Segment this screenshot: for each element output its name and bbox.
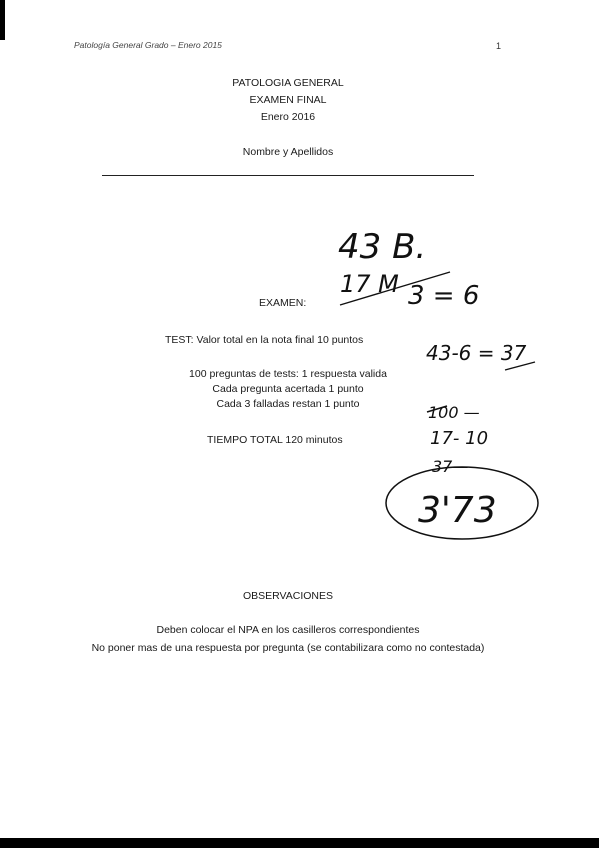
name-field-line — [102, 175, 474, 176]
exam-title: EXAMEN FINAL — [249, 94, 327, 106]
hw-circle — [386, 467, 538, 539]
exam-date: Enero 2016 — [260, 111, 316, 123]
observation-line — [0, 640, 576, 656]
scan-border — [0, 838, 599, 848]
page-number: 1 — [496, 41, 502, 51]
hw-crossed: 100 — — [428, 403, 480, 422]
total-time: TIEMPO TOTAL 120 minutos — [207, 434, 343, 446]
hw-calc: 43-6 = 37 — [426, 341, 527, 365]
name-label: Nombre y Apellidos — [242, 146, 334, 158]
hw-slash — [340, 272, 450, 305]
observations-heading: OBSERVACIONES — [242, 590, 334, 602]
hw-partial: 37— — [432, 457, 469, 476]
hw-calc2: 17- 10 — [430, 428, 489, 449]
hw-correct: 43 B. — [338, 227, 427, 267]
scan-artifact — [0, 0, 5, 40]
observation-line: Deben colocar el NPA en los casilleros correspondientes — [156, 624, 420, 636]
running-header: Patología General Grado – Enero 2015 — [74, 40, 222, 50]
rule-line: Cada pregunta acertada 1 punto — [212, 383, 364, 395]
hw-penalty: 3 = 6 — [408, 281, 480, 311]
rule-line: Cada 3 falladas restan 1 punto — [216, 398, 360, 410]
examen-label: EXAMEN: — [259, 297, 307, 309]
hw-final-grade: 3'73 — [418, 490, 497, 531]
test-value-text: TEST: Valor total en la nota final 10 puntos — [165, 334, 364, 346]
subject-title: PATOLOGIA GENERAL — [232, 77, 344, 89]
rule-line: 100 preguntas de tests: 1 respuesta valida — [189, 368, 387, 380]
test-rules — [0, 367, 576, 412]
hw-wrong: 17 M — [340, 270, 399, 298]
observation-text: No poner mas de una respuesta por pregunta (se contabilizara como no contestada) — [91, 642, 485, 654]
